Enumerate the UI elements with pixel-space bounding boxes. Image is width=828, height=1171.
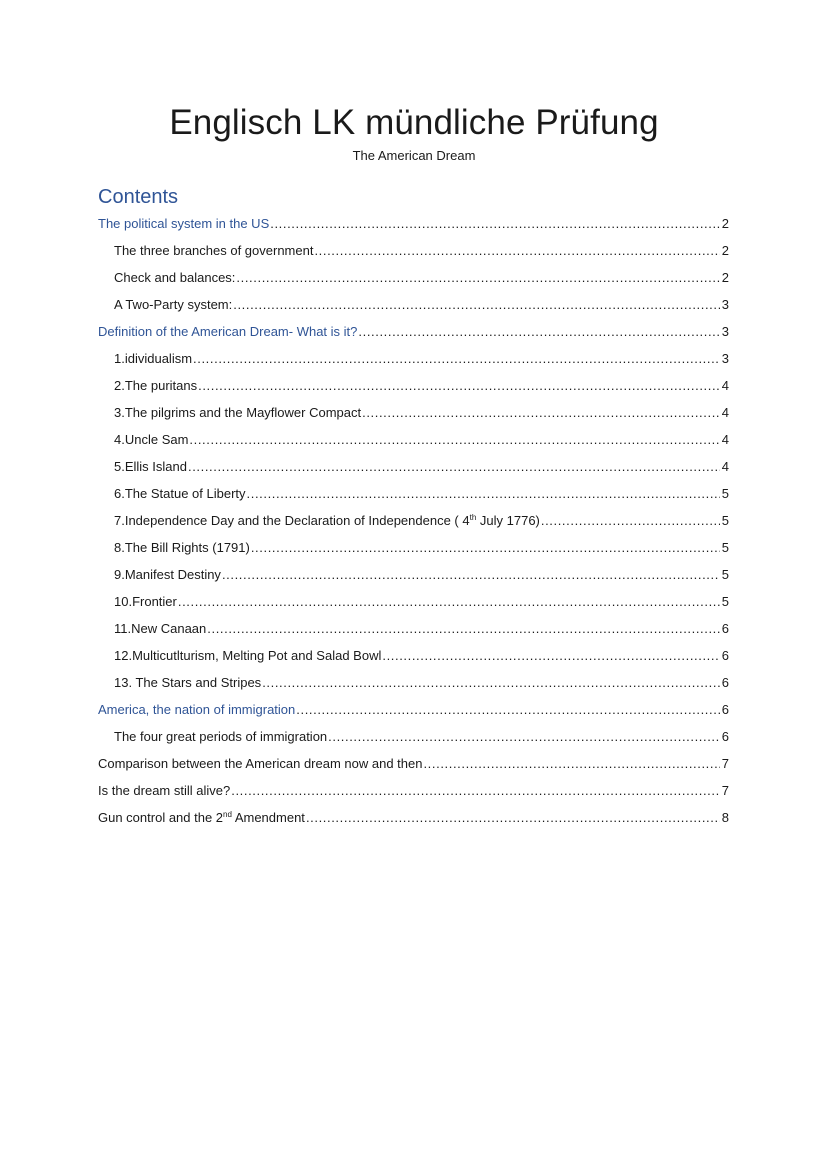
dot-leader xyxy=(262,669,720,696)
toc-entry[interactable] xyxy=(98,399,729,426)
toc-entry-title: 11.New Canaan xyxy=(114,621,207,636)
toc-entry[interactable] xyxy=(98,318,729,345)
toc-entry-title: Is the dream still alive? xyxy=(98,783,231,798)
dot-leader xyxy=(423,750,719,777)
dot-leader xyxy=(188,453,720,480)
toc-entry-title: Gun control and the 2nd Amendment xyxy=(98,810,305,825)
toc-entry[interactable] xyxy=(98,480,729,507)
dot-leader xyxy=(251,534,720,561)
toc-entry[interactable] xyxy=(98,804,729,831)
toc-page-number: 4 xyxy=(721,459,729,474)
toc-page-number: 4 xyxy=(721,405,729,420)
dot-leader xyxy=(358,318,719,345)
toc-entry[interactable] xyxy=(98,696,729,723)
superscript: nd xyxy=(223,810,232,819)
dot-leader xyxy=(270,210,720,237)
toc-entry[interactable] xyxy=(98,588,729,615)
toc-page-number: 5 xyxy=(721,513,729,528)
toc-entry-title: 4.Uncle Sam xyxy=(114,432,189,447)
toc-entry-title: 7.Independence Day and the Declaration of Independence ( 4th July 1776) xyxy=(114,513,540,528)
toc-entry-title: 1.idividualism xyxy=(114,351,193,366)
dot-leader xyxy=(382,642,719,669)
toc-entry[interactable] xyxy=(98,615,729,642)
document-subtitle: The American Dream xyxy=(352,148,476,163)
toc-entry[interactable] xyxy=(98,291,729,318)
toc-entry-title: 5.Ellis Island xyxy=(114,459,187,474)
dot-leader xyxy=(233,291,720,318)
toc-entry[interactable] xyxy=(98,750,729,777)
toc-page-number: 7 xyxy=(721,756,729,771)
superscript: th xyxy=(469,513,477,522)
dot-leader xyxy=(306,804,720,831)
toc-entry[interactable] xyxy=(98,534,729,561)
dot-leader xyxy=(314,237,719,264)
dot-leader xyxy=(198,372,720,399)
toc-entry[interactable] xyxy=(98,561,729,588)
toc-entry[interactable] xyxy=(98,345,729,372)
toc-page-number: 6 xyxy=(721,648,729,663)
toc-page-number: 3 xyxy=(721,297,729,312)
toc-entry-title: Check and balances: xyxy=(114,270,236,285)
dot-leader xyxy=(247,480,720,507)
toc-page-number: 3 xyxy=(721,351,729,366)
dot-leader xyxy=(193,345,720,372)
toc-entry-title: The three branches of government xyxy=(114,243,314,258)
dot-leader xyxy=(189,426,719,453)
toc-page-number: 2 xyxy=(721,216,729,231)
toc-page-number: 6 xyxy=(721,729,729,744)
toc-page-number: 7 xyxy=(721,783,729,798)
toc-page-number: 5 xyxy=(721,567,729,582)
toc-entry[interactable] xyxy=(98,723,729,750)
toc-entry[interactable] xyxy=(98,453,729,480)
toc-entry[interactable] xyxy=(98,669,729,696)
dot-leader xyxy=(178,588,720,615)
toc-entry-title: A Two-Party system: xyxy=(114,297,233,312)
toc-entry[interactable] xyxy=(98,264,729,291)
toc-entry-title: 3.The pilgrims and the Mayflower Compact xyxy=(114,405,362,420)
toc-page-number: 6 xyxy=(721,702,729,717)
toc-entry-title: 12.Multicutlturism, Melting Pot and Salad Bowl xyxy=(114,648,382,663)
toc-entry-title: America, the nation of immigration xyxy=(98,702,296,717)
dot-leader xyxy=(362,399,720,426)
toc-entry[interactable] xyxy=(98,426,729,453)
toc-page-number: 4 xyxy=(721,432,729,447)
dot-leader xyxy=(231,777,720,804)
contents-heading: Contents xyxy=(98,186,179,208)
toc-entry[interactable] xyxy=(98,777,729,804)
toc-entry[interactable] xyxy=(98,372,729,399)
toc-entry[interactable] xyxy=(98,507,729,534)
toc-entry[interactable] xyxy=(98,237,729,264)
toc-entry-title: 13. The Stars and Stripes xyxy=(114,675,262,690)
toc-entry[interactable] xyxy=(98,210,729,237)
toc-entry-title: Definition of the American Dream- What is it? xyxy=(98,324,358,339)
toc-page-number: 3 xyxy=(721,324,729,339)
toc-entry-title: The four great periods of immigration xyxy=(114,729,328,744)
toc-page-number: 4 xyxy=(721,378,729,393)
toc-entry-title: 6.The Statue of Liberty xyxy=(114,486,246,501)
dot-leader xyxy=(207,615,720,642)
toc-page-number: 2 xyxy=(721,243,729,258)
dot-leader xyxy=(222,561,720,588)
dot-leader xyxy=(328,723,720,750)
toc-page-number: 6 xyxy=(721,621,729,636)
toc-page-number: 2 xyxy=(721,270,729,285)
toc-entry-title: 2.The puritans xyxy=(114,378,198,393)
toc-page-number: 8 xyxy=(721,810,729,825)
dot-leader xyxy=(541,507,720,534)
toc-entry-title: 9.Manifest Destiny xyxy=(114,567,221,582)
toc-entry-title: Comparison between the American dream now and then xyxy=(98,756,423,771)
toc-entry-title: 10.Frontier xyxy=(114,594,177,609)
toc-page-number: 5 xyxy=(721,486,729,501)
toc-page-number: 5 xyxy=(721,594,729,609)
table-of-contents xyxy=(98,210,729,831)
document-title: Englisch LK mündliche Prüfung xyxy=(169,103,659,142)
toc-page-number: 6 xyxy=(721,675,729,690)
dot-leader xyxy=(296,696,720,723)
toc-page-number: 5 xyxy=(721,540,729,555)
toc-entry-title: The political system in the US xyxy=(98,216,270,231)
dot-leader xyxy=(236,264,719,291)
toc-entry-title: 8.The Bill Rights (1791) xyxy=(114,540,250,555)
toc-entry[interactable] xyxy=(98,642,729,669)
